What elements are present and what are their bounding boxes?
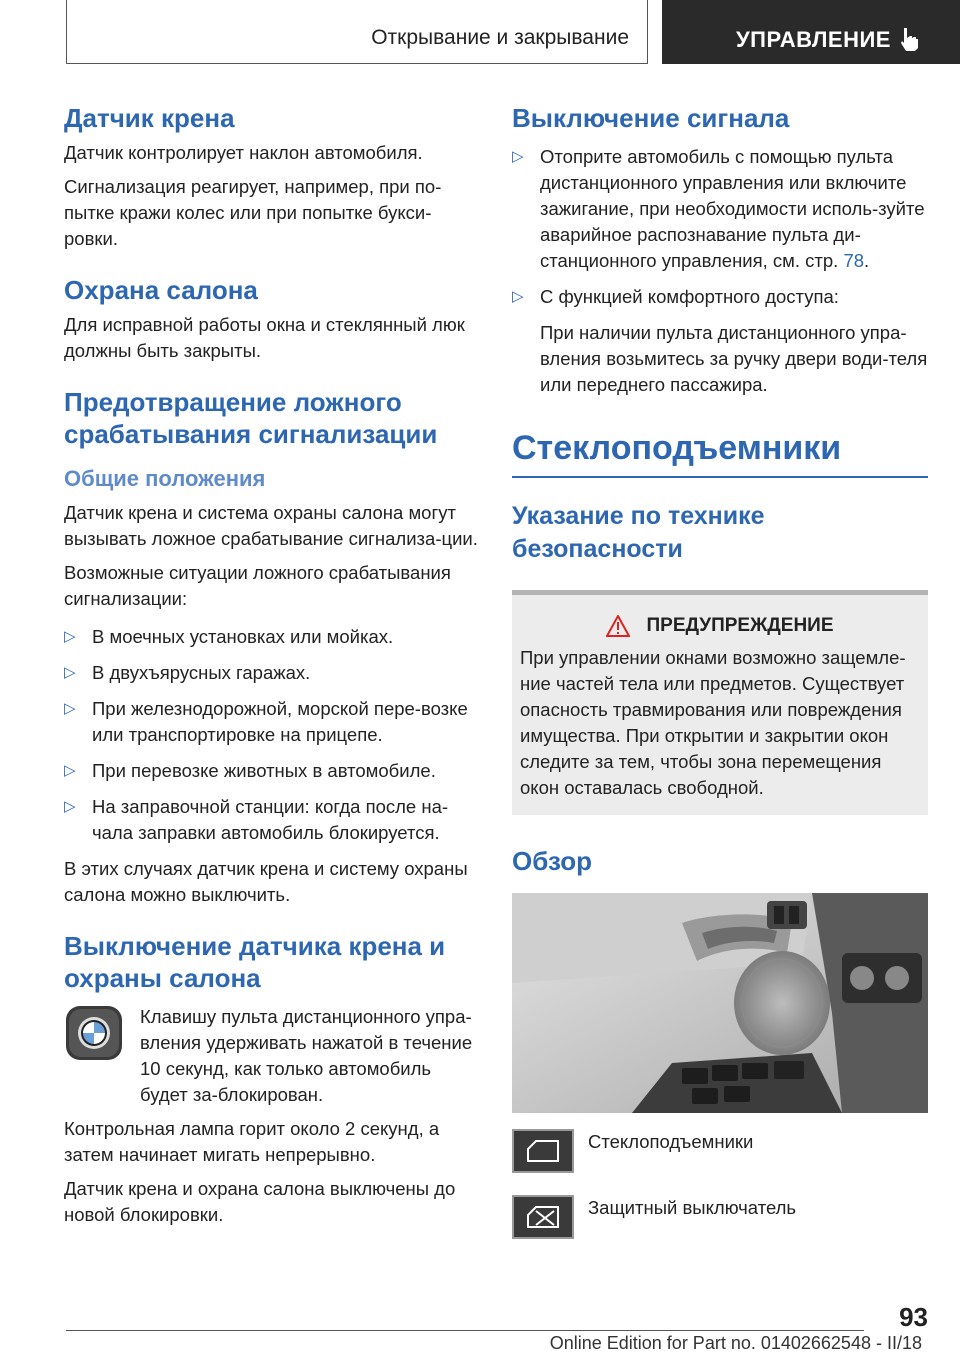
safety-switch-icon — [512, 1195, 574, 1239]
legend-label: Защитный выключатель — [588, 1197, 797, 1218]
paragraph: Датчик контролирует наклон автомобиля. — [64, 142, 423, 163]
chapter-label: УПРАВЛЕНИЕ — [736, 27, 891, 52]
chapter-tab — [662, 0, 960, 64]
paragraph: Контрольная лампа горит около 2 секунд, а затем начинает мигать непрерывно. — [64, 1118, 440, 1165]
warning-triangle-icon — [606, 615, 630, 637]
section-title-window-lifters: Стеклоподъемники — [512, 426, 928, 478]
triangle-bullet-icon: ▷ — [64, 664, 76, 681]
footer-divider — [66, 1330, 864, 1331]
list-item: ▷ В моечных установках или мойках. — [64, 624, 480, 650]
left-column — [64, 100, 480, 1236]
heading-disable-alarm: Выключение сигнала — [512, 103, 790, 133]
triangle-bullet-icon: ▷ — [512, 288, 524, 305]
legend-row-window-lifters — [512, 1129, 928, 1181]
paragraph: Датчик крена и система охраны салона могут вызывать ложное срабатывание сигнализа-ции. — [64, 502, 478, 549]
triangle-bullet-icon: ▷ — [512, 148, 524, 165]
remote-key-icon — [64, 1004, 124, 1062]
list-item-subtext: При наличии пульта дистанционного упра-вления возьмитесь за ручку двери води-теля или переднего пассажира. — [540, 322, 928, 395]
heading-overview: Обзор — [512, 846, 592, 876]
list-item: ▷ При железнодорожной, морской пере-возке или транспортировке на прицепе. — [64, 698, 468, 745]
list-item: ▷ При перевозке животных в автомобиле. — [64, 758, 480, 784]
page-reference-link[interactable]: 78 — [843, 250, 865, 271]
paragraph: Клавишу пульта дистанционного упра-вления удерживать нажатой в течение 10 секунд, как только автомобиль будет за-блокирован. — [140, 1006, 473, 1105]
list-item: ▷ С функцией комфортного доступа: При наличии пульта дистанционного упра-вления возьмитесь за ручку двери води-теля или переднего пассажира. — [512, 284, 928, 398]
page-number: 93 — [899, 1302, 928, 1332]
heading-disable-sensor: Выключение датчика крена и охраны салона — [64, 931, 446, 993]
legend-row-safety-switch — [512, 1195, 928, 1247]
warning-box — [512, 590, 928, 815]
disable-alarm-list — [512, 144, 928, 398]
triangle-bullet-icon: ▷ — [64, 798, 76, 815]
header-section-box — [66, 0, 648, 64]
list-item: ▷ На заправочной станции: когда после на-чала заправки автомобиль блокируется. — [64, 796, 449, 843]
section-title: Открывание и закрывание — [371, 26, 629, 49]
right-column — [512, 100, 928, 1261]
door-panel-photo — [512, 893, 928, 1113]
list-item: ▷ Отоприте автомобиль с помощью пульта дистанционного управления или включите зажигание, при необходимости исполь-зуйте аварийное распознавание пульта ди-станционного управления, см. стр. 78. — [512, 146, 925, 271]
paragraph: Датчик крена и охрана салона выключены до новой блокировки. — [64, 1178, 456, 1225]
heading-safety-notes: Указание по технике безопасности — [512, 502, 765, 563]
triangle-bullet-icon: ▷ — [64, 628, 76, 645]
list-item: ▷ В двухъярусных гаражах. — [64, 660, 480, 686]
edition-text: Online Edition for Part no. 01402662548 - II/18 — [549, 1333, 922, 1353]
warning-text: При управлении окнами возможно защемле-ние частей тела или предметов. Существует опасность травмирования или повреждения имущества. При открытии и закрытии окон следите за тем, чтобы зона перемещения окон оставалась свободной. — [520, 647, 906, 798]
window-lifter-icon — [512, 1129, 574, 1173]
situations-list — [64, 624, 480, 846]
triangle-bullet-icon: ▷ — [64, 762, 76, 779]
legend-label: Стеклоподъемники — [588, 1131, 754, 1152]
paragraph: Для исправной работы окна и стеклянный люк должны быть закрыты. — [64, 314, 465, 361]
warning-title: ПРЕДУПРЕЖДЕНИЕ — [646, 615, 834, 636]
triangle-bullet-icon: ▷ — [64, 700, 76, 717]
heading-false-alarm: Предотвращение ложного срабатывания сигнализации — [64, 387, 438, 449]
paragraph: В этих случаях датчик крена и систему охраны салона можно выключить. — [64, 858, 468, 905]
heading-interior-protection: Охрана салона — [64, 275, 258, 305]
paragraph: Сигнализация реагирует, например, при по-пытке кражи колес или при попытке букси-ровки. — [64, 176, 442, 249]
remote-key-instruction — [64, 1004, 480, 1108]
heading-tilt-sensor: Датчик крена — [64, 103, 235, 133]
subheading-general: Общие положения — [64, 466, 266, 491]
hand-pointer-icon — [898, 26, 920, 52]
paragraph: Возможные ситуации ложного срабатывания сигнализации: — [64, 562, 451, 609]
